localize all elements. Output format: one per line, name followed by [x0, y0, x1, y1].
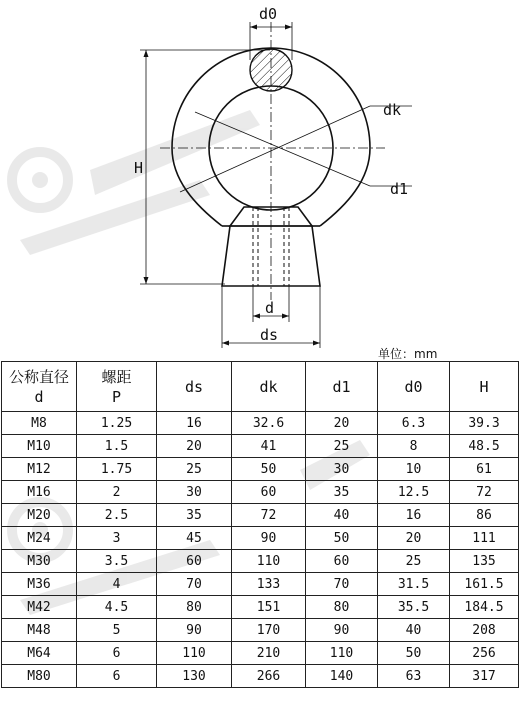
table-cell: 3.5 [77, 550, 157, 573]
table-cell: 41 [232, 435, 306, 458]
table-row [2, 573, 519, 596]
table-cell: M12 [2, 458, 77, 481]
table-cell: 4 [77, 573, 157, 596]
table-cell: 35.5 [378, 596, 450, 619]
table-cell: 170 [232, 619, 306, 642]
column-header [306, 362, 378, 412]
table-cell: M80 [2, 665, 77, 688]
table-cell: 161.5 [450, 573, 519, 596]
table-cell: 39.3 [450, 412, 519, 435]
label-ds: ds [260, 326, 279, 344]
table-cell: 80 [157, 596, 232, 619]
table-cell: M48 [2, 619, 77, 642]
table-row [2, 596, 519, 619]
table-row [2, 665, 519, 688]
table-row [2, 458, 519, 481]
table-row [2, 527, 519, 550]
table-cell: 256 [450, 642, 519, 665]
column-header-label: 螺距 [101, 367, 132, 386]
table-cell: 317 [450, 665, 519, 688]
table-cell: 5 [77, 619, 157, 642]
table-cell: 133 [232, 573, 306, 596]
table-cell: 30 [306, 458, 378, 481]
table-row [2, 481, 519, 504]
table-cell: 110 [157, 642, 232, 665]
table-cell: 12.5 [378, 481, 450, 504]
table-cell: 48.5 [450, 435, 519, 458]
table-cell: M30 [2, 550, 77, 573]
table-cell: 86 [450, 504, 519, 527]
table-cell: M42 [2, 596, 77, 619]
column-header [157, 362, 232, 412]
unit-note: 单位：mm [378, 347, 438, 361]
table-cell: 63 [378, 665, 450, 688]
table-cell: 25 [306, 435, 378, 458]
table-cell: 1.75 [77, 458, 157, 481]
label-d0: d0 [259, 5, 278, 23]
specification-table [1, 361, 519, 688]
table-cell: 8 [378, 435, 450, 458]
table-cell: 35 [306, 481, 378, 504]
table-cell: 35 [157, 504, 232, 527]
table-cell: 10 [378, 458, 450, 481]
table-cell: 20 [378, 527, 450, 550]
table-cell: 208 [450, 619, 519, 642]
table-cell: 1.25 [77, 412, 157, 435]
table-cell: 40 [378, 619, 450, 642]
table-cell: M16 [2, 481, 77, 504]
label-d1: d1 [390, 180, 409, 198]
table-cell: 210 [232, 642, 306, 665]
table-cell: 25 [157, 458, 232, 481]
table-cell: 61 [450, 458, 519, 481]
table-cell: 60 [306, 550, 378, 573]
table-cell: 90 [232, 527, 306, 550]
table-cell: 20 [157, 435, 232, 458]
column-header-symbol: dk [259, 377, 278, 396]
column-header [450, 362, 519, 412]
column-header [378, 362, 450, 412]
table-cell: 184.5 [450, 596, 519, 619]
label-d: d [265, 299, 275, 317]
column-header-label: 公称直径 [8, 367, 69, 386]
table-row [2, 435, 519, 458]
table-cell: 45 [157, 527, 232, 550]
table-cell: 80 [306, 596, 378, 619]
table-cell: 1.5 [77, 435, 157, 458]
column-header-symbol: d [34, 387, 44, 406]
table-cell: 3 [77, 527, 157, 550]
table-cell: 6 [77, 642, 157, 665]
table-cell: M20 [2, 504, 77, 527]
table-cell: M24 [2, 527, 77, 550]
column-header-symbol: d0 [404, 377, 423, 396]
table-cell: 50 [306, 527, 378, 550]
table-cell: 60 [157, 550, 232, 573]
table-cell: 110 [306, 642, 378, 665]
table-cell: 20 [306, 412, 378, 435]
table-cell: 30 [157, 481, 232, 504]
table-cell: 90 [306, 619, 378, 642]
table-cell: M64 [2, 642, 77, 665]
table-cell: 266 [232, 665, 306, 688]
table-row [2, 619, 519, 642]
table-cell: 50 [378, 642, 450, 665]
table-row [2, 642, 519, 665]
column-header-symbol: P [111, 387, 122, 406]
table-cell: 16 [157, 412, 232, 435]
table-header-row [2, 362, 519, 412]
column-header [77, 362, 157, 412]
table-cell: 90 [157, 619, 232, 642]
column-header-symbol: d1 [332, 377, 351, 396]
table-cell: M36 [2, 573, 77, 596]
table-cell: 70 [157, 573, 232, 596]
table-cell: 135 [450, 550, 519, 573]
column-header [2, 362, 77, 412]
table-cell: M8 [2, 412, 77, 435]
column-header-symbol: ds [184, 377, 204, 396]
table-cell: 110 [232, 550, 306, 573]
table-cell: 50 [232, 458, 306, 481]
dimension-arrows [144, 25, 321, 346]
table-row [2, 504, 519, 527]
table-cell: 72 [450, 481, 519, 504]
table-cell: 130 [157, 665, 232, 688]
table-cell: 32.6 [232, 412, 306, 435]
table-cell: 140 [306, 665, 378, 688]
table-cell: 2 [77, 481, 157, 504]
table-cell: M10 [2, 435, 77, 458]
table-cell: 6 [77, 665, 157, 688]
table-cell: 60 [232, 481, 306, 504]
table-body [2, 412, 519, 688]
column-header [232, 362, 306, 412]
table-cell: 31.5 [378, 573, 450, 596]
table-cell: 2.5 [77, 504, 157, 527]
table-cell: 151 [232, 596, 306, 619]
table-row [2, 412, 519, 435]
column-header-symbol: H [479, 377, 489, 396]
table-row [2, 550, 519, 573]
label-H: H [134, 159, 144, 177]
table-cell: 25 [378, 550, 450, 573]
table-cell: 72 [232, 504, 306, 527]
table-cell: 4.5 [77, 596, 157, 619]
table-cell: 40 [306, 504, 378, 527]
table-cell: 6.3 [378, 412, 450, 435]
table-cell: 16 [378, 504, 450, 527]
label-dk: dk [383, 101, 402, 119]
table-cell: 70 [306, 573, 378, 596]
table-cell: 111 [450, 527, 519, 550]
